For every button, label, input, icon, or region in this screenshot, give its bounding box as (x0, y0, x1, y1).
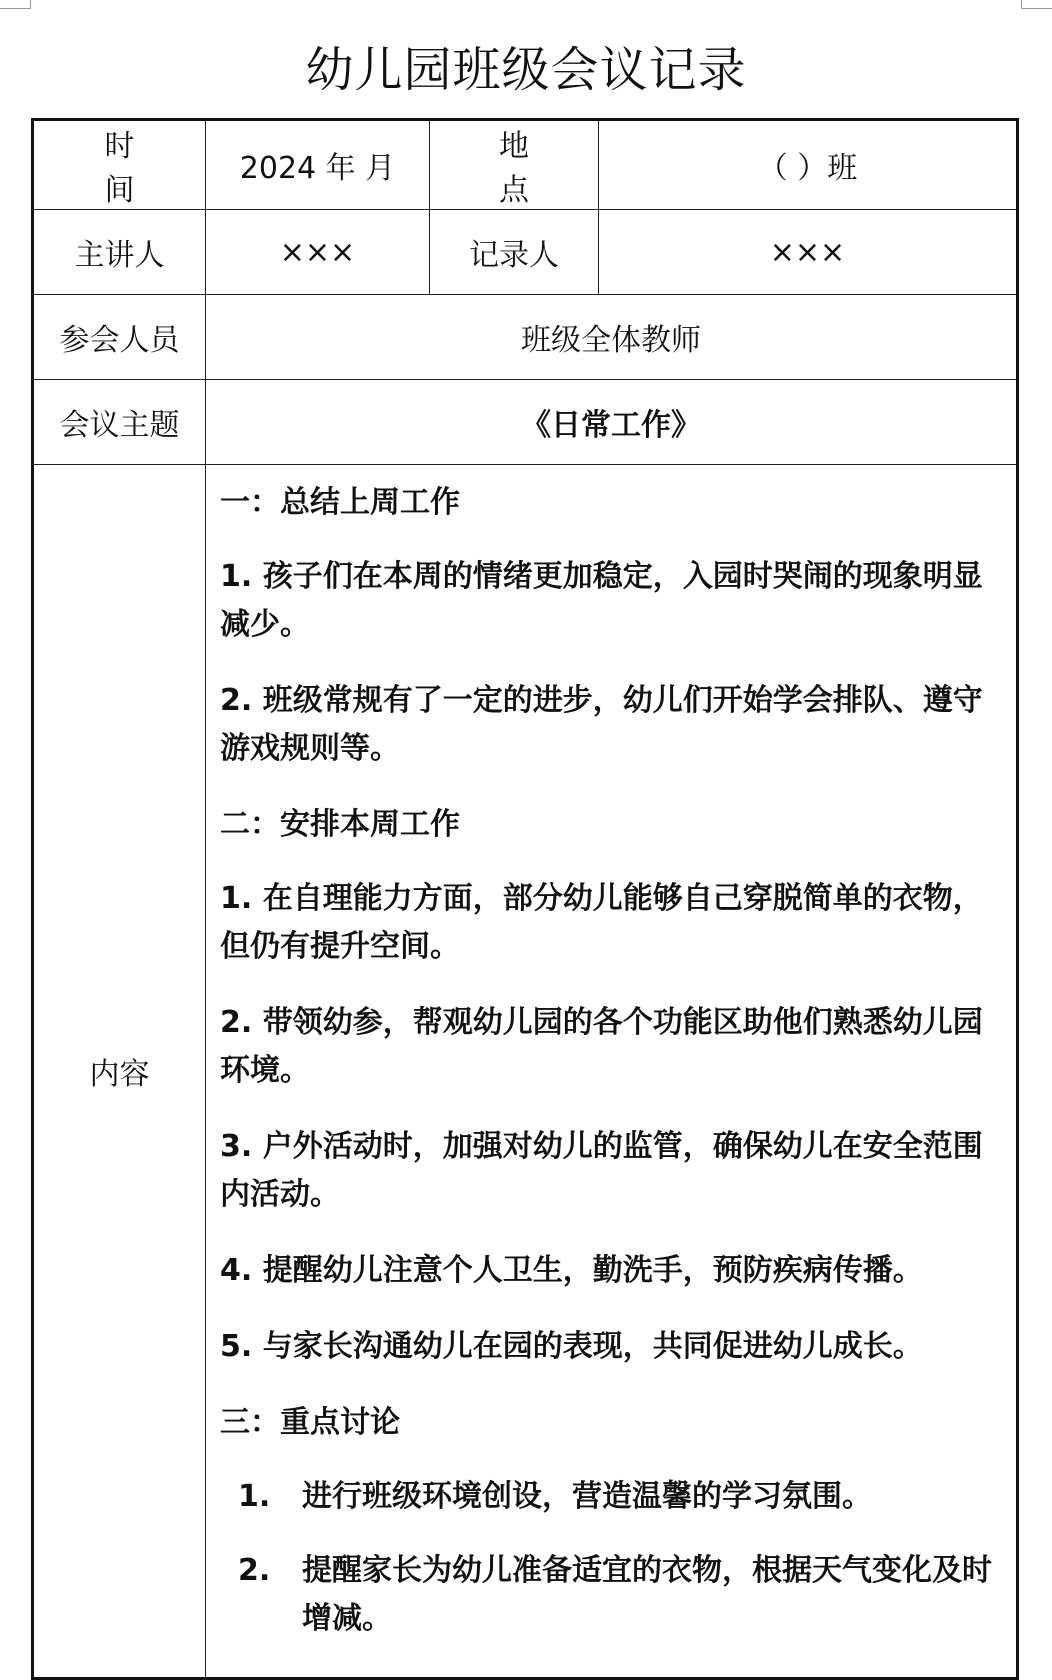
list-item: 2. 带领幼参，帮观幼儿园的各个功能区助他们熟悉幼儿园环境。 (220, 1005, 983, 1088)
list-item (220, 1473, 1004, 1521)
list-item: 2. 班级常规有了一定的进步，幼儿们开始学会排队、遵守游戏规则等。 (220, 683, 983, 766)
time-value: 2024 年 月 (206, 120, 430, 210)
table-row-attendees (33, 295, 1018, 380)
list-item: 1. 孩子们在本周的情绪更加稳定，入园时哭闹的现象明显减少。 (220, 559, 983, 642)
page-corner-mark-left (0, 0, 31, 9)
list-item-text: 进行班级环境创设，营造温馨的学习氛围。 (302, 1479, 872, 1514)
recorder-value: ××× (599, 210, 1018, 295)
list-item: 3. 户外活动时，加强对幼儿的监管，确保幼儿在安全范围内活动。 (220, 1129, 983, 1212)
place-label: 地 点 (430, 120, 599, 210)
section-heading-plan: 二：安排本周工作 (220, 807, 460, 842)
section-heading-summary: 一：总结上周工作 (220, 485, 460, 520)
list-item (220, 1547, 1004, 1643)
content-body (206, 465, 1018, 1679)
list-item: 1. 在自理能力方面，部分幼儿能够自己穿脱简单的衣物，但仍有提升空间。 (220, 881, 983, 964)
table-row-topic (33, 380, 1018, 465)
list-item-number: 2. (238, 1553, 271, 1588)
list-item-text: 提醒家长为幼儿准备适宜的衣物，根据天气变化及时增减。 (302, 1553, 992, 1636)
place-value: （ ）班 (599, 120, 1018, 210)
page-title: 幼儿园班级会议记录 (305, 42, 747, 98)
speaker-label: 主讲人 (33, 210, 206, 295)
table-row-time-place (33, 120, 1018, 210)
meeting-record-table (31, 118, 1019, 1680)
table-row-speaker-recorder (33, 210, 1018, 295)
content-label: 内容 (33, 465, 206, 1679)
topic-value: 《日常工作》 (206, 380, 1018, 465)
section-heading-discussion: 三：重点讨论 (220, 1405, 400, 1440)
list-item: 5. 与家长沟通幼儿在园的表现，共同促进幼儿成长。 (220, 1329, 923, 1364)
speaker-value: ××× (206, 210, 430, 295)
page-corner-mark-right (1021, 0, 1052, 9)
time-label: 时 间 (33, 120, 206, 210)
attendees-value: 班级全体教师 (206, 295, 1018, 380)
list-item-number: 1. (238, 1479, 271, 1514)
table-row-content (33, 465, 1018, 1679)
attendees-label: 参会人员 (33, 295, 206, 380)
recorder-label: 记录人 (430, 210, 599, 295)
list-item: 4. 提醒幼儿注意个人卫生，勤洗手，预防疾病传播。 (220, 1253, 923, 1288)
topic-label: 会议主题 (33, 380, 206, 465)
